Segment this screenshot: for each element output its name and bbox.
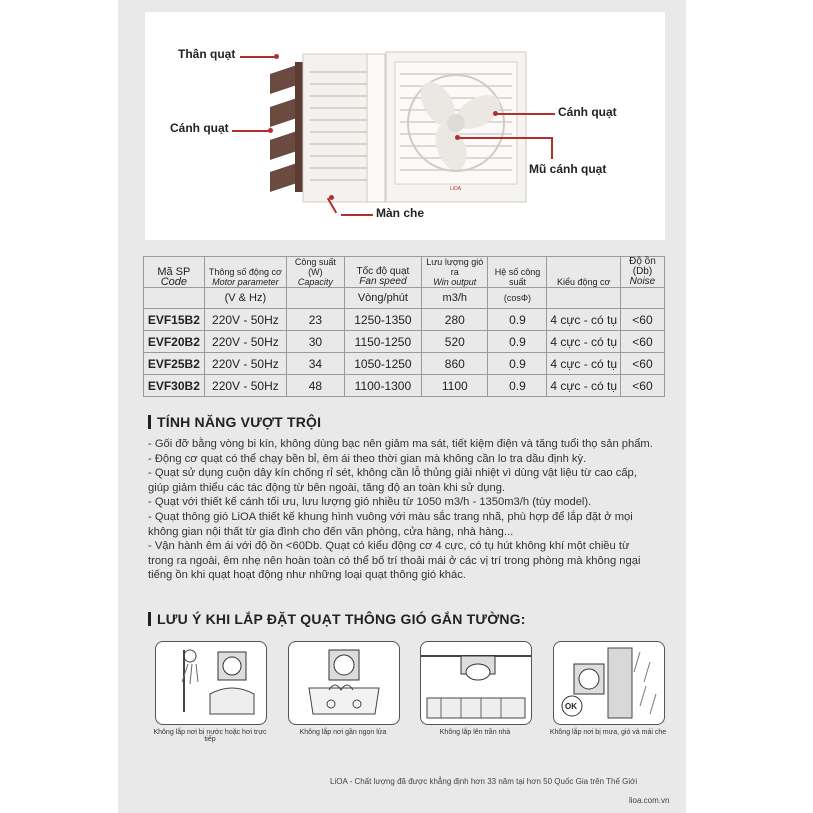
cell: 280 (422, 309, 488, 331)
ok-badge: OK (565, 702, 577, 711)
unit-cell: m3/h (422, 288, 488, 309)
cell: 4 cực - có tụ (547, 353, 620, 375)
caption: Không lắp nơi bị mưa, gió và mái che (549, 729, 667, 736)
cell: 4 cực - có tụ (547, 331, 620, 353)
front-view-fan (386, 52, 526, 202)
label-blade: Cánh quạt (558, 105, 617, 119)
warning-ceiling-illustration (420, 641, 532, 725)
feature-line: trong ra ngoài, êm nhẹ nên hoàn toàn có thể bố trí thoải mái ở các vị trí trong phòng mà không ngại (148, 554, 641, 567)
cell: EVF30B2 (144, 375, 205, 397)
feature-line: không gian nội thất từ gia đình cho đến văn phòng, cửa hàng, nhà hàng... (148, 525, 514, 538)
footer-website: lioa.com.vn (629, 796, 670, 805)
cell: 4 cực - có tụ (547, 309, 620, 331)
unit-cell (620, 288, 664, 309)
cell: EVF20B2 (144, 331, 205, 353)
cell: 0.9 (488, 375, 547, 397)
pointer-dot (493, 111, 498, 116)
title-bar (148, 415, 151, 429)
cell: 34 (287, 353, 345, 375)
header-motor-type: Kiểu động cơ (547, 257, 620, 288)
label-shutter: Màn che (376, 206, 425, 220)
cell: 0.9 (488, 309, 547, 331)
feature-line: - Quạt thông gió LiOA thiết kế khung hình vuông với màu sắc trang nhã, phù hợp để lắp đặt ở mọi (148, 510, 633, 523)
cell: 0.9 (488, 331, 547, 353)
cell: 1150-1250 (344, 331, 421, 353)
unit-cell: (cosΦ) (488, 288, 547, 309)
header-output: Lưu lượng gió ra Win output (422, 257, 488, 288)
cell: 48 (287, 375, 345, 397)
brand-mark: LiOA (450, 186, 462, 192)
label-fan-body: Thân quạt (178, 47, 236, 61)
header-noise: Độ ồn (Db) Noise (620, 257, 664, 288)
cell: 1250-1350 (344, 309, 421, 331)
label-louvers: Cánh quạt (170, 121, 229, 135)
notes-title (148, 611, 526, 627)
cell: <60 (620, 375, 664, 397)
cell: 1100-1300 (344, 375, 421, 397)
title-bar (148, 612, 151, 626)
pointer-line (232, 130, 270, 132)
unit-cell (144, 288, 205, 309)
header-speed: Tốc độ quạt Fan speed (344, 257, 421, 288)
pointer-line (551, 137, 553, 159)
pointer-line (341, 214, 373, 216)
pointer-dot (455, 135, 460, 140)
warning-water-illustration (155, 641, 267, 725)
cell: EVF25B2 (144, 353, 205, 375)
unit-cell (547, 288, 620, 309)
header-motor: Thông số động cơ Motor parameter (204, 257, 286, 288)
caption: Không lắp nơi bị nước hoặc hơi trực tiếp (153, 729, 267, 743)
features-list (148, 437, 668, 583)
cell: <60 (620, 353, 664, 375)
cell: <60 (620, 331, 664, 353)
table-row (144, 375, 665, 397)
feature-line: - Vận hành êm ái với độ ồn <60Db. Quạt có kiểu động cơ 4 cực, có tụ hút không khí một chiều từ (148, 540, 630, 553)
unit-cell: (V & Hz) (204, 288, 286, 309)
cell: 4 cực - có tụ (547, 375, 620, 397)
cell: 1100 (422, 375, 488, 397)
feature-line: giúp giảm thiểu các tác động từ bên ngoài, tăng độ an toàn khi sử dụng. (148, 481, 506, 494)
warning-rain-illustration (553, 641, 665, 725)
feature-line: - Quạt với thiết kế cánh tối ưu, lưu lượng gió nhiều từ 1050 m3/h - 1350m3/h (tùy model). (148, 496, 592, 509)
unit-cell (287, 288, 345, 309)
cell: 220V - 50Hz (204, 331, 286, 353)
features-title (148, 414, 321, 430)
label-hub: Mũ cánh quạt (529, 162, 607, 176)
notes-title-text: LƯU Ý KHI LẮP ĐẶT QUẠT THÔNG GIÓ GẮN TƯỜNG: (157, 611, 526, 627)
caption: Không lắp nơi gần ngọn lửa (299, 729, 387, 736)
caption: Không lắp lên trần nhà (439, 729, 511, 736)
cell: 520 (422, 331, 488, 353)
features-title-text: TÍNH NĂNG VƯỢT TRỘI (157, 414, 322, 430)
side-view-fan (270, 54, 385, 202)
pointer-line (458, 137, 552, 139)
table-row (144, 353, 665, 375)
cell: 23 (287, 309, 345, 331)
cell: 1050-1250 (344, 353, 421, 375)
pointer-dot (329, 195, 334, 200)
pointer-dot (268, 128, 273, 133)
pointer-line (240, 56, 275, 58)
cell: 30 (287, 331, 345, 353)
header-power-factor: Hệ số công suất (488, 257, 547, 288)
feature-line: - Quạt sử dụng cuộn dây kín chống rỉ sét, không cần lỗ thủng giải nhiệt vì dùng vật liệu từ cao cấp, (148, 467, 637, 480)
cell: 860 (422, 353, 488, 375)
cell: 220V - 50Hz (204, 309, 286, 331)
spec-table (143, 256, 665, 397)
cell: EVF15B2 (144, 309, 205, 331)
feature-line: - Gối đỡ bằng vòng bi kín, không dùng bạc nên giảm ma sát, tiết kiệm điện và tăng tuổi thọ sản phẩm. (148, 438, 653, 450)
header-capacity: Công suất (W) Capacity (287, 257, 345, 288)
pointer-dot (274, 54, 279, 59)
warning-fire-illustration (288, 641, 400, 725)
cell: <60 (620, 309, 664, 331)
header-code: Mã SP Code (144, 257, 205, 288)
feature-line: tiếng ồn khi quạt hoạt động như những loại quạt thông gió khác. (148, 569, 466, 582)
footer-tagline: LiOA - Chất lượng đã được khẳng định hơn 33 năm tại hơn 50 Quốc Gia trên Thế Giới (330, 777, 638, 786)
table-row (144, 309, 665, 331)
cell: 220V - 50Hz (204, 375, 286, 397)
feature-line: - Động cơ quạt có thể chạy bền bỉ, êm ái theo thời gian mà không cần lo tra dầu định kỳ. (148, 452, 587, 465)
table-row (144, 331, 665, 353)
cell: 0.9 (488, 353, 547, 375)
table-units-row (144, 288, 665, 309)
table-header-row (144, 257, 665, 288)
pointer-line (497, 113, 555, 115)
cell: 220V - 50Hz (204, 353, 286, 375)
unit-cell: Vòng/phút (344, 288, 421, 309)
